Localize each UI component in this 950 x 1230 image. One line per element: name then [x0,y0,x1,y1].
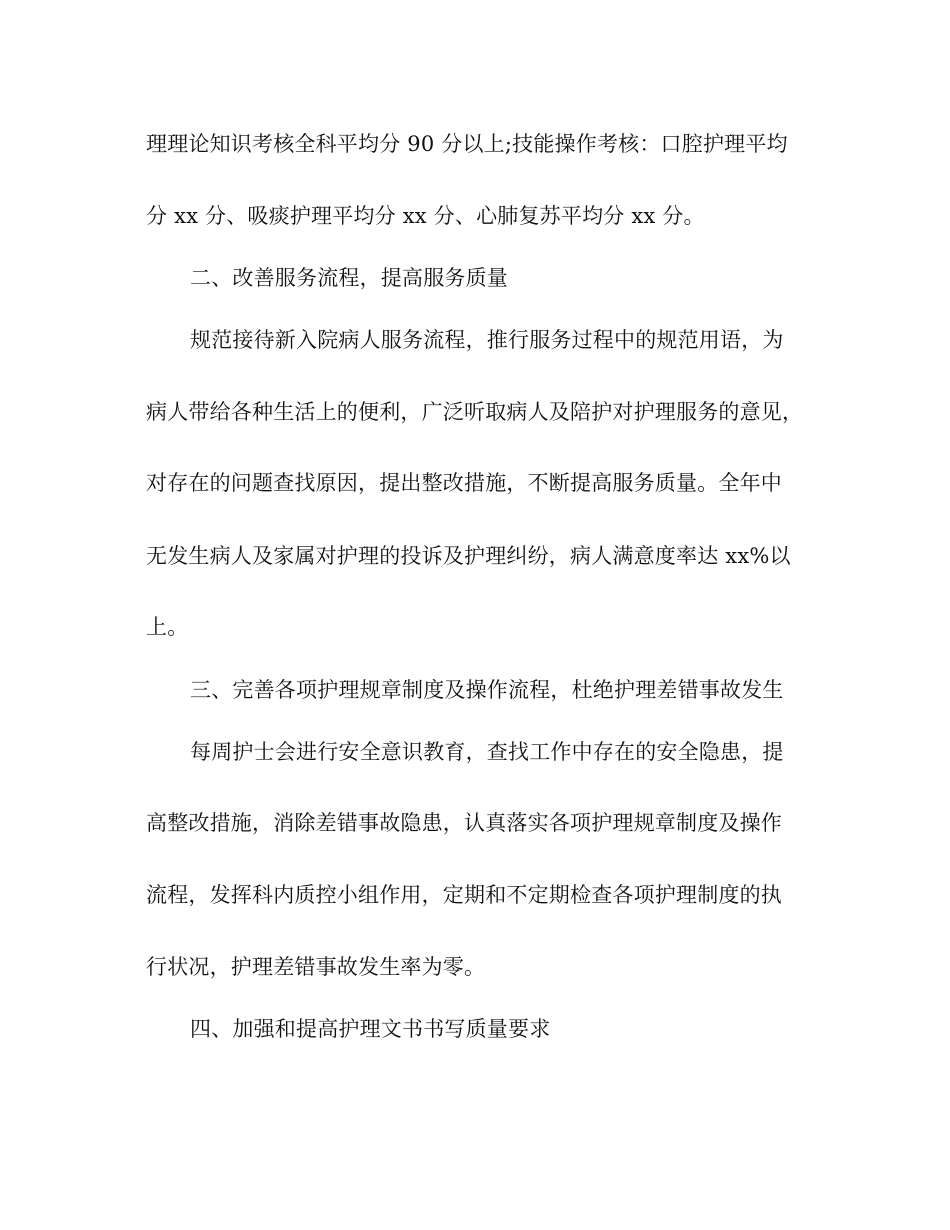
section-heading-2: 二、改善服务流程，提高服务质量 [190,266,508,290]
paragraph-3-line-2: 高整改措施，消除差错事故隐患，认真落实各项护理规章制度及操作 [146,811,782,835]
paragraph-2-line-1: 规范接待新入院病人服务流程，推行服务过程中的规范用语，为 [190,328,784,352]
text-line-1: 理理论知识考核全科平均分 90 分以上;技能操作考核：口腔护理平均 [146,132,788,156]
paragraph-3-line-1: 每周护士会进行安全意识教育，查找工作中存在的安全隐患，提 [190,740,784,764]
text-line-2: 分 xx 分、吸痰护理平均分 xx 分、心肺复苏平均分 xx 分。 [146,204,705,228]
paragraph-2-line-3: 对存在的问题查找原因，提出整改措施，不断提高服务质量。全年中 [146,471,782,495]
paragraph-3-line-4: 行状况，护理差错事故发生率为零。 [146,955,486,979]
section-heading-4: 四、加强和提高护理文书书写质量要求 [190,1017,551,1041]
paragraph-2-line-4: 无发生病人及家属对护理的投诉及护理纠纷，病人满意度率达 xx%以 [146,544,791,568]
paragraph-3-line-3: 流程，发挥科内质控小组作用，定期和不定期检查各项护理制度的执 [146,883,782,907]
section-heading-3: 三、完善各项护理规章制度及操作流程，杜绝护理差错事故发生 [190,678,784,702]
paragraph-2-line-5: 上。 [146,615,189,639]
paragraph-2-line-2: 病人带给各种生活上的便利，广泛听取病人及陪护对护理服务的意见， [146,400,804,424]
